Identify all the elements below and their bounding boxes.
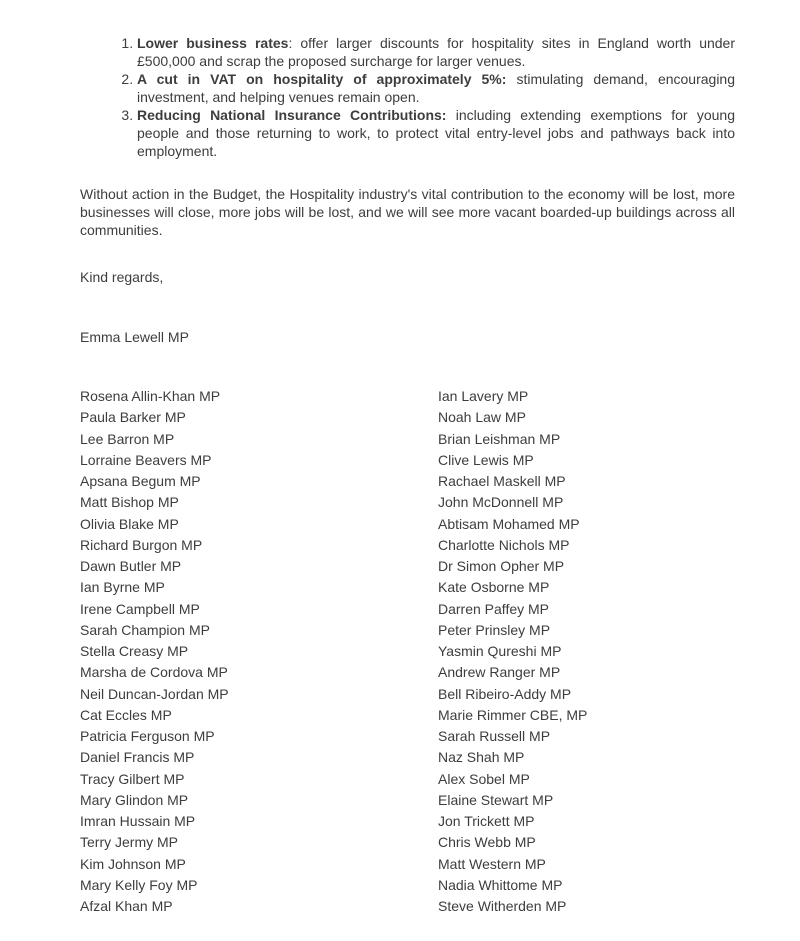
- demand-text: stimulating demand, encouraging investment, and helping venues remain open.: [137, 71, 735, 105]
- signatory-name: Dr Simon Opher MP: [438, 558, 565, 574]
- signatory-name: Naz Shah MP: [438, 749, 525, 766]
- signatory-name: Terry Jermy MP: [80, 834, 178, 851]
- demand-title: A cut in VAT on hospitality of approximately 5%:: [137, 71, 507, 87]
- demand-text: : offer larger discounts for hospitality sites in England worth under £500,000 and scrap the proposed surcharge for larger venues.: [137, 35, 735, 69]
- signatory-name: Andrew Ranger MP: [438, 664, 561, 681]
- demand-item-business-rates: [137, 34, 735, 70]
- demand-text: including extending exemptions for young people and those returning to work, to protect vital entry-level jobs and pathways back into employment.: [137, 107, 735, 159]
- signatories-columns: [80, 386, 742, 917]
- signatory-name: Dawn Butler MP: [80, 558, 182, 574]
- signatory-name: Ian Lavery MP: [438, 388, 529, 404]
- signature-name: Emma Lewell MP: [80, 329, 189, 345]
- signatory-name: Matt Western MP: [438, 855, 546, 872]
- signatory-name: Patricia Ferguson MP: [80, 728, 215, 744]
- signatory-name: John McDonnell MP: [438, 494, 564, 511]
- demand-item-national-insurance: [137, 106, 735, 160]
- impact-paragraph: Without action in the Budget, the Hospitality industry's vital contribution to the economy will be lost, more businesses will close, more jobs will be lost, and we will see more vacant boarded-up buildings across all communities.: [80, 186, 735, 238]
- signatory-name: Paula Barker MP: [80, 409, 186, 426]
- signatory-name: Mary Glindon MP: [80, 791, 189, 808]
- demand-item-vat-cut: [137, 70, 735, 106]
- signatory-name: Bell Ribeiro-Addy MP: [438, 685, 572, 702]
- signatory-name: Kate Osborne MP: [438, 579, 550, 596]
- signatory-name: Olivia Blake MP: [80, 515, 179, 532]
- signatory-name: Irene Campbell MP: [80, 600, 200, 617]
- signatory-name: Daniel Francis MP: [80, 749, 195, 766]
- signatory-name: Ian Byrne MP: [80, 579, 165, 596]
- signatory-name: Tracy Gilbert MP: [80, 770, 185, 787]
- signatory-name: Imran Hussain MP: [80, 813, 196, 829]
- signatory-name: Rosena Allin-Khan MP: [80, 388, 221, 404]
- signatory-name: Jon Trickett MP: [438, 813, 535, 829]
- signatories-column-right: [438, 386, 742, 917]
- signatory-name: Steve Witherden MP: [438, 898, 567, 914]
- signatory-name: Cat Eccles MP: [80, 706, 172, 723]
- demand-title: Reducing National Insurance Contributions:: [137, 107, 447, 123]
- signatory-name: Clive Lewis MP: [438, 451, 534, 468]
- signatory-name: Alex Sobel MP: [438, 770, 530, 787]
- signatory-name: Afzal Khan MP: [80, 898, 173, 914]
- signatory-name: Lorraine Beavers MP: [80, 451, 212, 468]
- signatory-name: Mary Kelly Foy MP: [80, 876, 198, 893]
- signatory-name: Yasmin Qureshi MP: [438, 643, 562, 659]
- demand-title: Lower business rates: [137, 35, 289, 51]
- signatory-name: Neil Duncan-Jordan MP: [80, 685, 229, 702]
- signatory-name: Apsana Begum MP: [80, 473, 201, 489]
- signatory-name: Elaine Stewart MP: [438, 791, 554, 808]
- signatory-name: Abtisam Mohamed MP: [438, 515, 580, 532]
- signatory-name: Brian Leishman MP: [438, 430, 561, 447]
- signatory-name: Sarah Russell MP: [438, 728, 551, 744]
- signatory-name: Peter Prinsley MP: [438, 621, 551, 638]
- signatory-name: Matt Bishop MP: [80, 494, 179, 511]
- demands-list: [80, 34, 735, 160]
- signatory-name: Chris Webb MP: [438, 834, 536, 851]
- signatory-name: Marie Rimmer CBE, MP: [438, 706, 588, 723]
- signatory-name: Nadia Whittome MP: [438, 876, 563, 893]
- signatory-name: Noah Law MP: [438, 409, 526, 426]
- signatory-name: Darren Paffey MP: [438, 600, 550, 617]
- signatory-name: Lee Barron MP: [80, 430, 175, 447]
- signatory-name: Sarah Champion MP: [80, 621, 210, 638]
- signatory-name: Charlotte Nichols MP: [438, 536, 570, 553]
- signatory-name: Kim Johnson MP: [80, 855, 186, 872]
- signatory-name: Marsha de Cordova MP: [80, 664, 228, 681]
- signatory-name: Richard Burgon MP: [80, 536, 203, 553]
- signatories-column-left: [80, 386, 438, 917]
- closing-line: Kind regards,: [80, 269, 164, 285]
- signatory-name: Stella Creasy MP: [80, 643, 189, 659]
- signatory-name: Rachael Maskell MP: [438, 473, 566, 489]
